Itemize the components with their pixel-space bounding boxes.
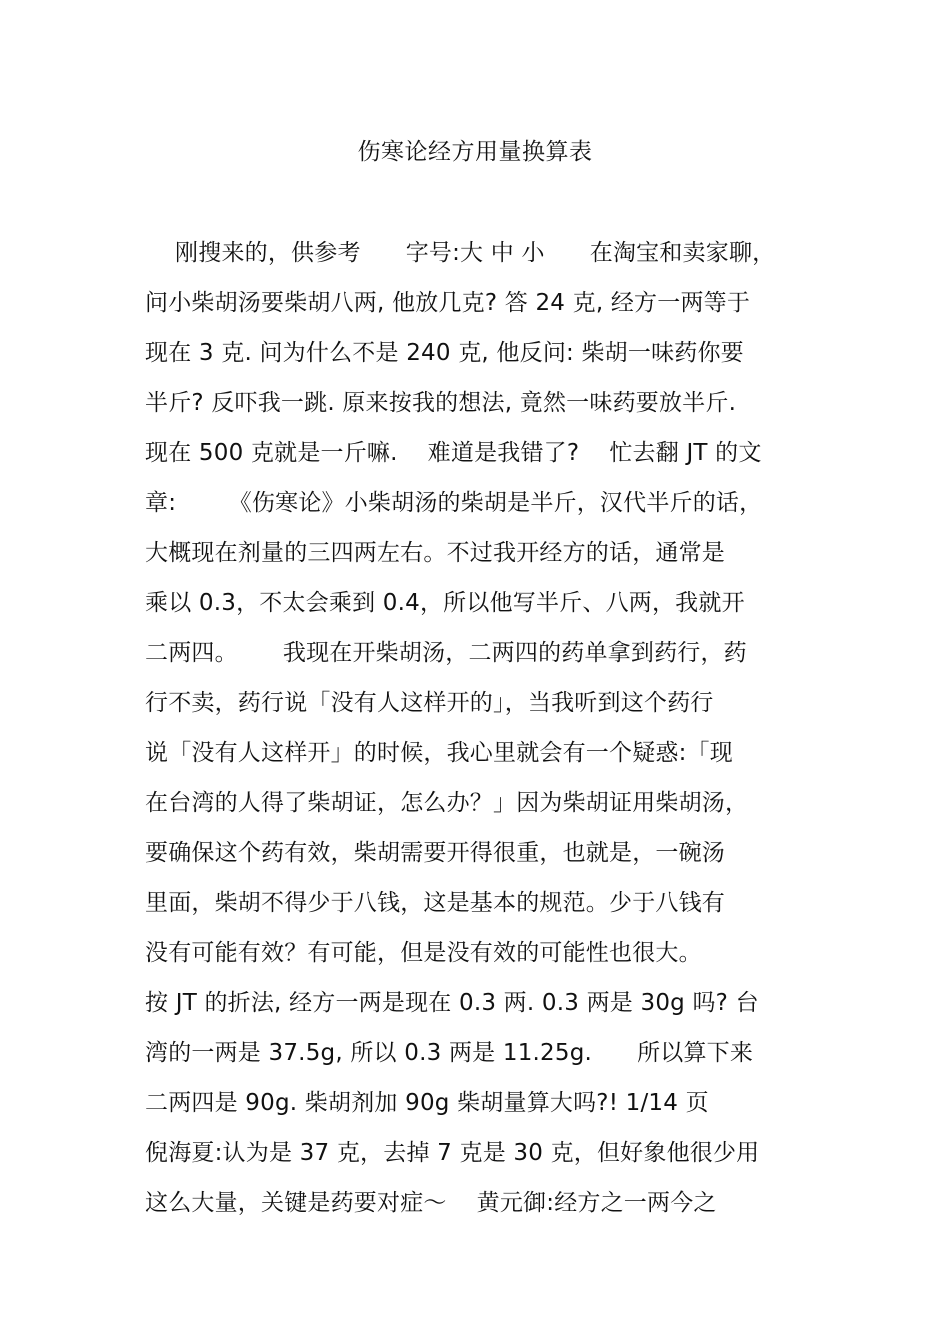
text-line: 里面，柴胡不得少于八钱，这是基本的规范。少于八钱有: [145, 890, 725, 916]
text-line: 半斤? 反吓我一跳. 原来按我的想法, 竟然一味药要放半斤.: [145, 390, 737, 416]
text-line: 这么大量，关键是药要对症～ 黄元御:经方之一两今之: [145, 1190, 717, 1216]
text-line: 章: 《伤寒论》小柴胡汤的柴胡是半斤，汉代半斤的话，: [145, 490, 763, 516]
document-body: [145, 228, 825, 1228]
text-line: 倪海夏:认为是 37 克，去掉 7 克是 30 克，但好象他很少用: [145, 1140, 760, 1166]
document-title: 伤寒论经方用量换算表: [357, 139, 593, 165]
text-line: 现在 500 克就是一斤嘛. 难道是我错了? 忙去翻 JT 的文: [145, 440, 762, 466]
text-line: 行不卖，药行说「没有人这样开的」，当我听到这个药行: [145, 690, 714, 716]
text-line: 在台湾的人得了柴胡证，怎么办？」因为柴胡证用柴胡汤，: [145, 790, 749, 816]
text-line: 现在 3 克. 问为什么不是 240 克, 他反问: 柴胡一味药你要: [145, 340, 744, 366]
text-line: 按 JT 的折法, 经方一两是现在 0.3 两. 0.3 两是 30g 吗? 台: [145, 990, 759, 1016]
text-line: 二两四。 我现在开柴胡汤，二两四的药单拿到药行，药: [145, 640, 747, 666]
text-line: 说「没有人这样开」的时候，我心里就会有一个疑惑:「现: [145, 740, 733, 766]
text-line: 要确保这个药有效，柴胡需要开得很重，也就是，一碗汤: [145, 840, 725, 866]
text-line: 乘以 0.3，不太会乘到 0.4，所以他写半斤、八两，我就开: [145, 590, 745, 616]
text-line: 湾的一两是 37.5g, 所以 0.3 两是 11.25g. 所以算下来: [145, 1040, 754, 1066]
text-line: 没有可能有效？有可能，但是没有效的可能性也很大。: [145, 940, 702, 966]
text-line: 二两四是 90g. 柴胡剂加 90g 柴胡量算大吗?! 1/14 页: [145, 1090, 709, 1116]
text-line: 问小柴胡汤要柴胡八两, 他放几克? 答 24 克, 经方一两等于: [145, 290, 751, 316]
text-line: 刚搜来的，供参考 字号:大 中 小 在淘宝和卖家聊，: [145, 240, 776, 266]
text-line: 大概现在剂量的三四两左右。不过我开经方的话，通常是: [145, 540, 725, 566]
